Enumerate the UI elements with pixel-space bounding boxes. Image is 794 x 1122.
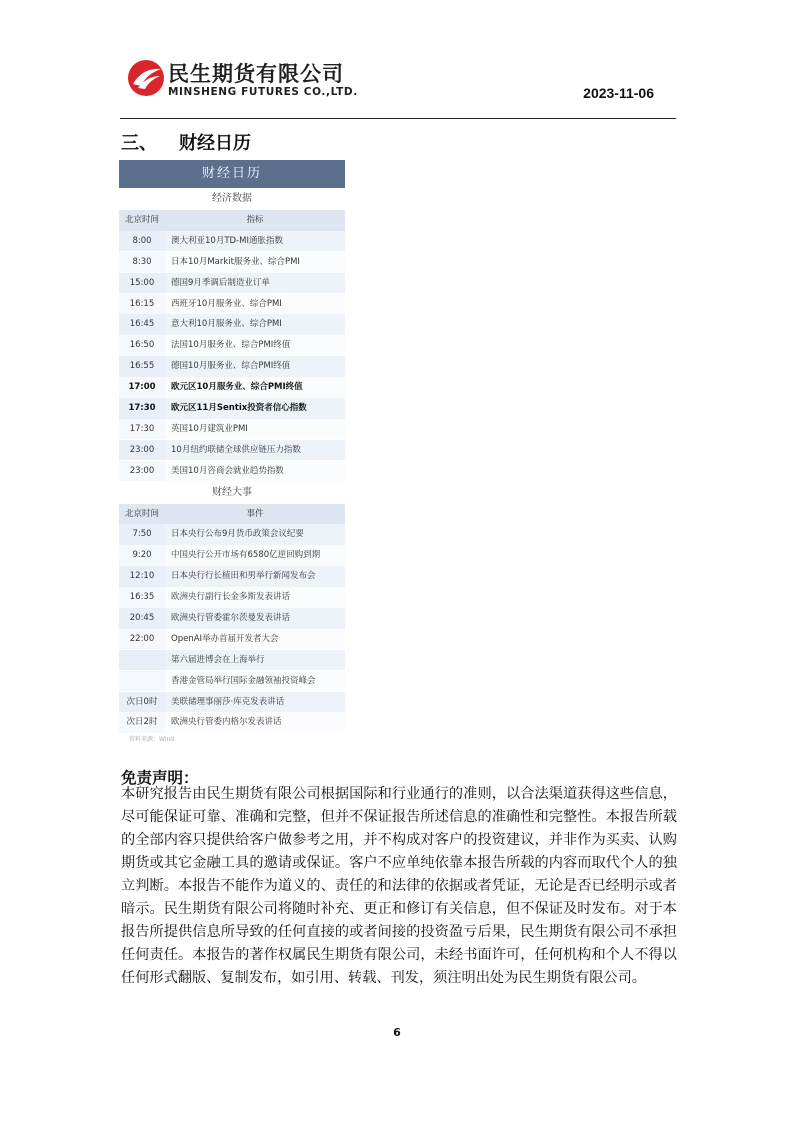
row-description: 澳大利亚10月TD-MI通胀指数	[165, 231, 345, 252]
table-row	[119, 629, 345, 650]
row-description: 德国9月季调后制造业订单	[165, 273, 345, 294]
disclaimer-body: 本研究报告由民生期货有限公司根据国际和行业通行的准则，以合法渠道获得这些信息，尽可能保证可靠、准确和完整，但并不保证报告所述信息的准确性和完整性。本报告所载的全部内容只提供给客户做参考之用，并不构成对客户的投资建议，并非作为买卖、认购期货或其它金融工具的邀请或保证。客户不应单纯依靠本报告所载的内容而取代个人的独立判断。本报告不能作为道义的、责任的和法律的依据或者凭证，无论是否已经明示或者暗示。民生期货有限公司将随时补充、更正和修订有关信息，但不保证及时发布。对于本报告所提供信息所导致的任何直接的或者间接的投资盈亏后果，民生期货有限公司不承担任何责任。本报告的著作权属民生期货有限公司，未经书面许可，任何机构和个人不得以任何形式翻版、复制发布，如引用、转载、刊发，须注明出处为民生期货有限公司。	[121, 786, 677, 986]
table-row	[119, 566, 345, 587]
table-row	[119, 545, 345, 566]
row-time: 20:45	[119, 608, 165, 629]
minsheng-logo-icon	[126, 58, 166, 98]
row-time: 16:15	[119, 294, 165, 315]
economic-header-row	[119, 210, 345, 231]
event-rows	[119, 524, 345, 733]
row-description: 第六届进博会在上海举行	[165, 650, 345, 671]
row-time: 17:00	[119, 377, 165, 398]
logo-english-name: MINSHENG FUTURES CO.,LTD.	[168, 86, 358, 98]
row-description: 日本央行行长植田和男举行新闻发布会	[165, 566, 345, 587]
row-time: 23:00	[119, 440, 165, 461]
row-description: 欧元区10月服务业、综合PMI终值	[165, 377, 345, 398]
row-description: 日本央行公布9月货币政策会议纪要	[165, 524, 345, 545]
column-header-event: 事件	[165, 504, 345, 525]
table-row	[119, 273, 345, 294]
row-time: 12:10	[119, 566, 165, 587]
row-description: 欧洲央行管委霍尔茨曼发表讲话	[165, 608, 345, 629]
row-description: 10月纽约联储全球供应链压力指数	[165, 440, 345, 461]
row-description: 欧洲央行管委内格尔发表讲话	[165, 712, 345, 733]
row-time: 7:50	[119, 524, 165, 545]
row-time: 16:55	[119, 356, 165, 377]
table-row	[119, 608, 345, 629]
table-row	[119, 650, 345, 671]
table-row	[119, 398, 345, 419]
table-row	[119, 671, 345, 692]
table-row	[119, 587, 345, 608]
row-time: 23:00	[119, 461, 165, 482]
disclaimer-title: 免责声明：	[121, 769, 199, 787]
report-date: 2023-11-06	[583, 85, 654, 101]
row-time: 8:30	[119, 252, 165, 273]
row-time: 9:20	[119, 545, 165, 566]
row-time: 次日2时	[119, 712, 165, 733]
economic-data-label: 经济数据	[119, 188, 345, 210]
row-time	[119, 671, 165, 692]
row-description: 欧元区11月Sentix投资者信心指数	[165, 398, 345, 419]
column-header-time: 北京时间	[119, 504, 165, 525]
row-time	[119, 650, 165, 671]
table-row	[119, 692, 345, 713]
page-number: 6	[393, 1026, 401, 1039]
table-row	[119, 461, 345, 482]
row-time: 16:35	[119, 587, 165, 608]
row-description: 香港金管局举行国际金融领袖投资峰会	[165, 671, 345, 692]
row-time: 15:00	[119, 273, 165, 294]
row-time: 16:45	[119, 314, 165, 335]
row-time: 22:00	[119, 629, 165, 650]
row-time: 次日0时	[119, 692, 165, 713]
table-row	[119, 252, 345, 273]
events-label: 财经大事	[119, 482, 345, 504]
table-row	[119, 335, 345, 356]
events-header-row	[119, 504, 345, 525]
row-time: 8:00	[119, 231, 165, 252]
company-logo	[126, 56, 366, 104]
row-description: 日本10月Markit服务业、综合PMI	[165, 252, 345, 273]
row-description: 美国10月咨商会就业趋势指数	[165, 461, 345, 482]
data-source-note: 资料来源：Wind	[129, 736, 175, 744]
row-description: 中国央行公开市场有6580亿逆回购到期	[165, 545, 345, 566]
section-heading	[121, 129, 251, 155]
economic-rows	[119, 231, 345, 481]
row-description: 美联储理事丽莎·库克发表讲话	[165, 692, 345, 713]
column-header-indicator: 指标	[165, 210, 345, 231]
row-description: 英国10月建筑业PMI	[165, 419, 345, 440]
column-header-time: 北京时间	[119, 210, 165, 231]
row-description: 德国10月服务业、综合PMI终值	[165, 356, 345, 377]
table-row	[119, 440, 345, 461]
table-row	[119, 314, 345, 335]
section-title: 财经日历	[179, 133, 251, 154]
table-row	[119, 712, 345, 733]
row-description: 意大利10月服务业、综合PMI	[165, 314, 345, 335]
table-row	[119, 356, 345, 377]
table-row	[119, 419, 345, 440]
calendar-title: 财经日历	[119, 160, 345, 188]
logo-chinese-name: 民生期货有限公司	[168, 62, 344, 86]
table-row	[119, 294, 345, 315]
row-description: 欧洲央行副行长金多斯发表讲话	[165, 587, 345, 608]
table-row	[119, 377, 345, 398]
table-row	[119, 524, 345, 545]
row-time: 17:30	[119, 419, 165, 440]
row-description: OpenAI举办首届开发者大会	[165, 629, 345, 650]
row-time: 17:30	[119, 398, 165, 419]
financial-calendar-table	[119, 160, 345, 747]
row-time: 16:50	[119, 335, 165, 356]
row-description: 法国10月服务业、综合PMI终值	[165, 335, 345, 356]
row-description: 西班牙10月服务业、综合PMI	[165, 294, 345, 315]
page-header	[120, 52, 676, 119]
table-row	[119, 231, 345, 252]
section-number: 三、	[121, 133, 157, 154]
